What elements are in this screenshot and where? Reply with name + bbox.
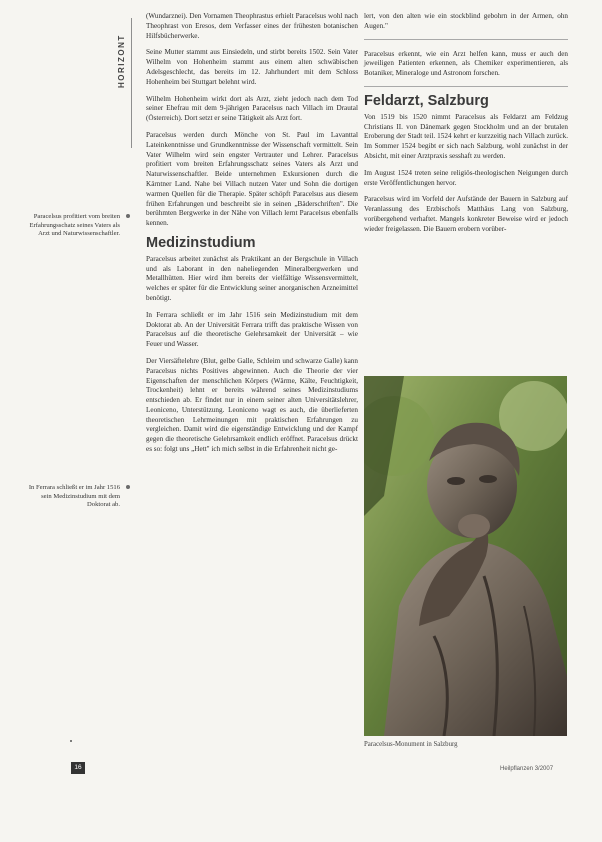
paragraph: Seine Mutter stammt aus Einsiedeln, und stirbt bereits 1502. Sein Vater Wilhelm von Hohenheim stammt aus einem alten schwäbischen Adelsgeschlecht, das bereits im 12. Jahrhundert mit dem Schloss Hohenheim bei Stuttgart belehnt wird. [146,48,358,86]
sidenote-2: In Ferrara schließt er im Jahr 1516 sein Medizinstudium mit dem Doktorat ab. [28,484,120,509]
section-label: HORIZONT [117,34,126,88]
paragraph: Von 1519 bis 1520 nimmt Paracelsus als Feldarzt am Feldzug Christians II. von Dänemark gegen Stockholm und an der brutalen Eroberung der Stadt teil. 1524 kehrt er kurzzeitig nach Villach zurück. Im Sommer 1524 begibt er sich nach Salzburg, wohl zunächst in der Absicht, mit einer Arztpraxis sesshaft zu werden. [364,112,568,160]
photo-caption: Paracelsus-Monument in Salzburg [364,741,458,748]
heading-medizinstudium: Medizinstudium [146,234,256,251]
column-right [364,12,568,242]
issue-footer: Heilpflanzen 3/2007 [500,766,554,772]
sidenote-1: Paracelsus profitiert vom breiten Erfahrungsschatz seines Vaters als Arzt und Naturwissenschaftler. [29,213,120,238]
paragraph: Wilhelm Hohenheim wirkt dort als Arzt, zieht jedoch nach dem Tod seiner Ehefrau mit dem 9-jährigen Paracelsus nach Villach im Drautal (Österreich). Dort setzt er seine Tätigkeit als Arzt fort. [146,94,358,123]
paragraph: Paracelsus arbeitet zunächst als Praktikant an der Bergschule in Villach und als Laborant in den naheliegenden Mineralbergwerken und Metallhütten. Hier wird ihm bereits der vielfältige Wissensvermittelt, welches er später für die Entwicklung seiner anorganischen Arzneimittel benötigt. [146,254,358,302]
paragraph: Im August 1524 treten seine religiös-theologischen Neigungen durch erste Veröffentlichungen hervor. [364,168,568,187]
paracelsus-monument-photo [364,376,567,736]
sidenote-bullet [126,214,130,218]
paragraph: Paracelsus wird im Vorfeld der Aufstände der Bauern in Salzburg auf Veranlassung des Erzbischofs Matthäus Lang von Salzburg, vorübergehend verhaftet. Mangels konkreter Beweise wird er jedoch wieder freigelassen. Die Bauern erobern vorüber- [364,195,568,233]
tick-mark [70,740,72,742]
column-left [146,12,358,462]
section-divider-line [131,18,132,148]
page-number: 16 [71,762,85,774]
paragraph: Der Viersäftelehre (Blut, gelbe Galle, Schleim und schwarze Galle) kann Paracelsus nichts Positives abgewinnen. Auch die Theorie der vier Eigenschaften der menschlichen Körpers (Wärme, Kälte, Feuchtigkeit, Trockenheit) lehnt er bereits während seines Medizinstudiums entschieden ab. Er findet nur in einem seiner alten Universitätslehrer, Leoniceno, Unterstützung. Leoniceno wagt es auch, die überlieferten theoretischen Lehrmeinungen mit praktischen Erfahrungen zu vergleichen. Damit wird die eigenständige Entwicklung und der Kampf gegen die theoretische Gelehrsamkeit endlich eröffnet. Paracelsus drückt es so: folgt uns „Hett" ich mich selbst in die Erfahrenheit nicht ge- [146,356,358,454]
heading-feldarzt-salzburg: Feldarzt, Salzburg [364,92,489,109]
paragraph: In Ferrara schließt er im Jahr 1516 sein Medizinstudium mit dem Doktorat ab. An der Universität Ferrara trifft das praktische Wissen von Paracelsus auf die theoretische Gelehrsamkeit der Universität – wie Feuer und Wasser. [146,310,358,349]
paragraph: (Wundarznei). Den Vornamen Theophrastus erhielt Paracelsus wohl nach Theophrast von Eresos, dem Verfasser eines der frühesten botanischen Hilfsbücherwerke. [146,12,358,40]
divider [364,39,568,40]
paragraph: Paracelsus werden durch Mönche von St. Paul im Lavanttal Lateinkenntnisse und Grundkenntnisse der Wissenschaft vermittelt. Sein Vater Wilhelm wird sein engster Vertrauter und Lehrer. Paracelsus profitiert vom breiten Erfahrungsschatz seines Vaters als Arzt und Naturwissenschaftler. Beide unternehmen Exkursionen durch die Kärntner Land. Nahe bei Villach nutzen Vater und Sohn die dortigen warmen Quellen für die Therapie. Später schöpft Paracelsus aus diesem frühen Erfahrungen und beschreibt sie in seinen „Bäderschriften". Die berühmten Bergwerke in der Nähe von Villach lernt Paracelsus ebenfalls kennen. [146,130,358,228]
paragraph: lert, von den alten wie ein stockblind gebohrn in der Armen, ohn Augen." [364,12,568,30]
statue-illustration [364,376,567,736]
sidenote-bullet [126,485,130,489]
divider [364,86,568,87]
paragraph: Paracelsus erkennt, wie ein Arzt helfen kann, muss er auch den jeweiligen Patienten erkennen, als Chemiker experimentieren, als Botaniker, Mineraloge und Astronom forschen. [364,49,568,78]
